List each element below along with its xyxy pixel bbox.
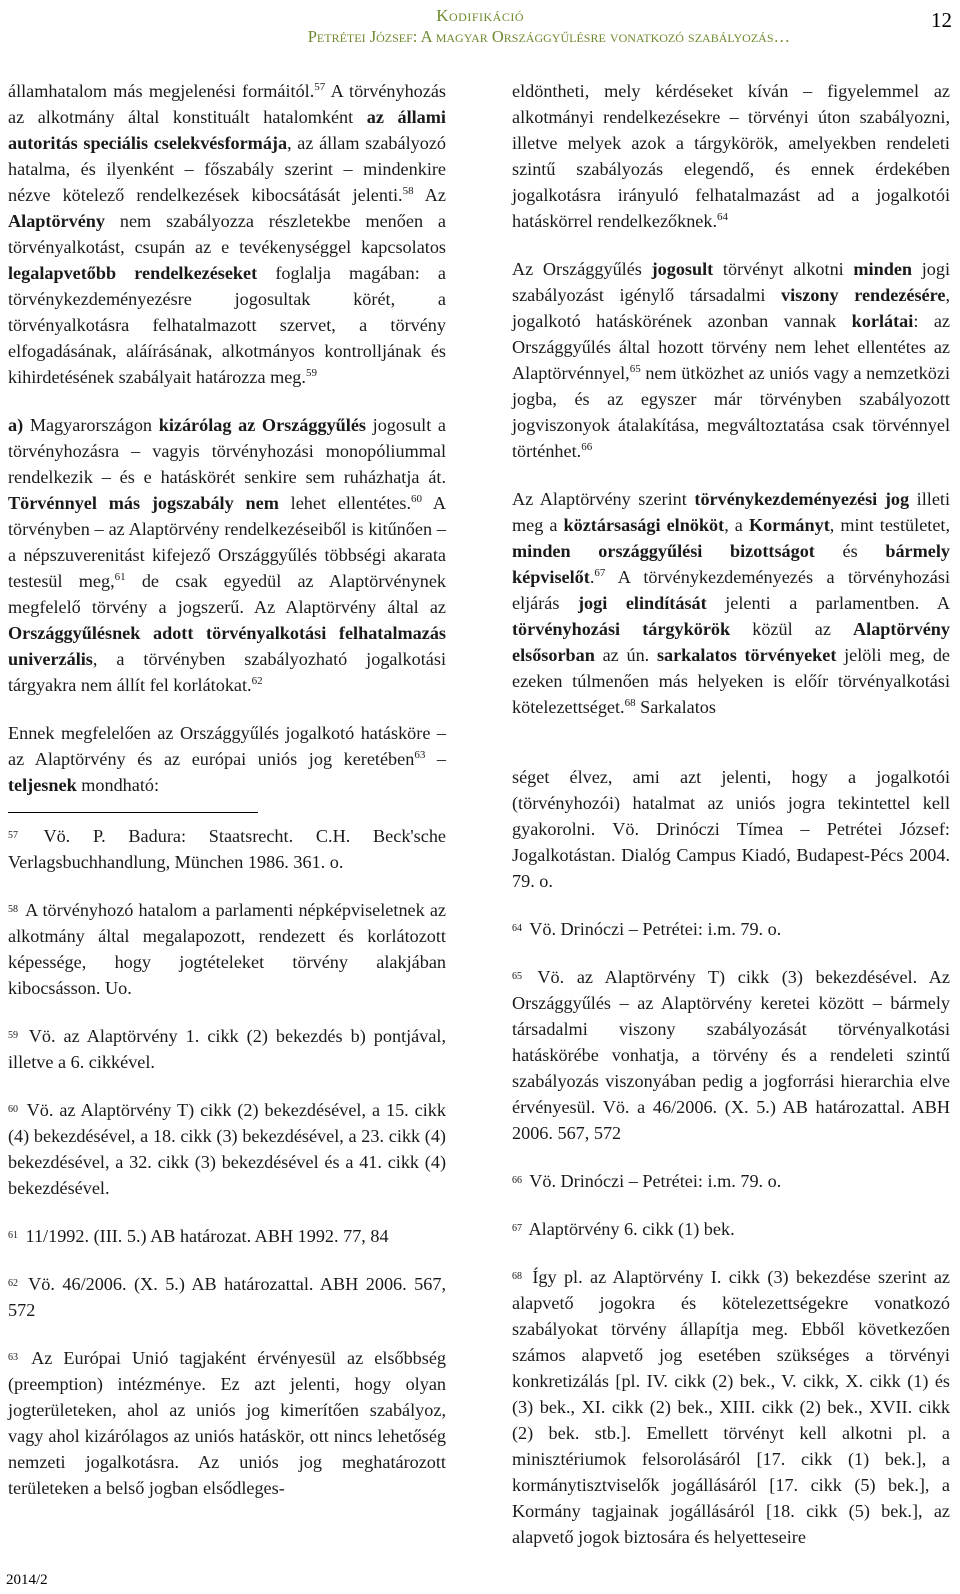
issue-number: 2014/2 bbox=[6, 1572, 48, 1588]
footnote-ref-57[interactable]: 57 bbox=[314, 81, 326, 93]
footnote-ref-59[interactable]: 59 bbox=[305, 367, 317, 379]
left-column bbox=[8, 78, 446, 1523]
footnote-59: $^{59}$ Vö. az Alaptörvény 1. cikk (2) bekezdés b) pontjával, illetve a 6. cikkével. bbox=[8, 1026, 447, 1072]
footnote-ref-63[interactable]: 63 bbox=[414, 749, 426, 761]
page-header bbox=[0, 0, 960, 60]
paragraph-initiative: Az Alaptörvény szerint törvénykezdeményezési jog illeti meg a köztársasági elnököt, a Kormányt, mint testületet, minden országgyűlési bizottságot és bármely képviselőt.$^{67}$ A törvénykezdeményezés a törvényhozási eljárás jogi elindítását jelenti a parlamentben. A törvényhozási tárgykörök közül az Alaptörvény elsősorban az ún. sarkalatos törvényeket jelöli meg, de ezeken túlmenően más helyeken is előír törvényalkotási kötelezettséget.$^{68}$ Sarkalatos bbox=[512, 489, 950, 717]
footnote-ref-58[interactable]: 58 bbox=[402, 185, 414, 197]
footnote-61: $^{61}$ 11/1992. (III. 5.) AB határozat. ABH 1992. 77, 84 bbox=[8, 1226, 389, 1246]
paragraph-regulation-choice: eldöntheti, mely kérdéseket kíván – figyelemmel az alkotmányi rendelkezésekre – törvényi úton szabályozni, illetve melyek azok a tárgykörök, amelyekben rendeleti szintű szabályozás elegendő, és ennek érdekében jogalkotásra irányuló felhatalmazást ad a jogalkotói hatáskörrel rendelkezőknek.$^{64}$ bbox=[512, 81, 950, 231]
footnote-62: $^{62}$ Vö. 46/2006. (X. 5.) AB határozattal. ABH 2006. 567, 572 bbox=[8, 1274, 446, 1320]
footnotes-right bbox=[512, 764, 950, 1550]
footnote-ref-60[interactable]: 60 bbox=[411, 493, 423, 505]
footnote-ref-65[interactable]: 65 bbox=[629, 363, 641, 375]
footnote-ref-67[interactable]: 67 bbox=[594, 567, 606, 579]
right-column bbox=[512, 78, 950, 1572]
footnote-ref-66[interactable]: 66 bbox=[581, 441, 593, 453]
footnote-63-continued: séget élvez, ami azt jelenti, hogy a jogalkotói (törvényhozói) hatalmat az uniós jogra tekintettel kell gyakorolni. Vö. Drinóczi Tímea – Petrétei József: Jogalkotástan. Dialóg Campus Kiadó, Budapest-Pécs 2004. 79. o. bbox=[512, 767, 950, 891]
footnote-64: $^{64}$ Vö. Drinóczi – Petrétei: i.m. 79. o. bbox=[512, 919, 782, 939]
paragraph-limits: Az Országgyűlés jogosult törvényt alkotni minden jogi szabályozást igénylő társadalmi viszony rendezésére, jogalkotó hatáskörének azonban vannak korlátai: az Országgyűlés által hozott törvény nem lehet ellentétes az Alaptörvénnyel,$^{65}$ nem ütközhet az uniós vagy a nemzetközi jogba, és az egyszer már törvényben szabályozott jogviszonyok átalakítása, megváltoztatása csak törvénnyel történhet.$^{66}$ bbox=[512, 259, 951, 461]
footnote-57: $^{57}$ Vö. P. Badura: Staatsrecht. C.H. Beck'sche Verlagsbuchhandlung, München 1986. 361. o. bbox=[8, 826, 447, 872]
paragraph-competence: Ennek megfelelően az Országgyűlés jogalkotó hatásköre – az Alaptörvény és az európai uniós jog keretében$^{63}$ – teljesnek mondható: bbox=[8, 723, 447, 795]
page-number: 12 bbox=[931, 8, 952, 32]
footnote-68: $^{68}$ Így pl. az Alaptörvény I. cikk (3) bekezdése szerint az alapvető jogokra és kötelezettségekre vonatkozó szabályokat törvény állapítja meg. Ebből következően számos alapvető jog esetében szükséges a törvényi konkretizálás [pl. IV. cikk (2) bek., V. cikk, X. cikk (1) és (3) bek., XI. cikk (2) bek., XIII. cikk (2) bek., XVII. cikk (2) bek. stb.]. Emellett törvényt kell alkotni pl. a minisztériumok felsorolásáról [17. cikk (1) bek.], a kormánytisztviselők jogállásáról [17. cikk (5) bek.], a Kormány tagjainak jogállásáról [18. cikk (5) bek.], az alapvető jogok biztosára és helyetteseire bbox=[512, 1267, 950, 1547]
footnote-65: $^{65}$ Vö. az Alaptörvény T) cikk (3) bekezdésével. Az Országgyűlés – az Alaptörvény keretei között – bármely társadalmi viszony szabályozását törvényalkotási hatáskörébe vonhatja, a törvény és a rendeleti szintű szabályozás viszonyában pedig a jogforrási hierarchia elve érvényesül. Vö. a 46/2006. (X. 5.) AB határozattal. ABH 2006. 567, 572 bbox=[512, 967, 951, 1143]
footnote-66: $^{66}$ Vö. Drinóczi – Petrétei: i.m. 79. o. bbox=[512, 1171, 782, 1191]
journal-name: Kodifikáció bbox=[436, 6, 524, 25]
footnote-ref-62[interactable]: 62 bbox=[251, 675, 263, 687]
footnote-ref-64[interactable]: 64 bbox=[717, 211, 729, 223]
footnote-ref-68[interactable]: 68 bbox=[624, 697, 636, 709]
footnotes-left bbox=[8, 823, 446, 1501]
paragraph-legislation: államhatalom más megjelenési formáitól.$^{57}$ A törvényhozás az alkotmány által konstituált hatalomként az állami autoritás speciális cselekvésformája, az állam szabályozó hatalma, és ilyenként – főszabály szerint – mindenkire nézve kötelező rendelkezések kibocsátását jelenti.$^{58}$ Az Alaptörvény nem szabályozza részletekbe menően a törvényalkotást, csupán az e tevékenységgel kapcsolatos legalapvetőbb rendelkezéseket foglalja magában: a törvénykezdeményezésre jogosultak körét, a törvényalkotásra felhatalmazott szervet, a törvény elfogadásának, aláírásának, alkotmányos kontrolljának és kihirdetésének szabályait határozza meg.$^{59}$ bbox=[8, 81, 447, 387]
paragraph-a: a) Magyarországon kizárólag az Országgyűlés jogosult a törvényhozásra – vagyis törvényhozási monopóliummal rendelkezik – és e hatáskörét senkire sem ruházhatja át. Törvénnyel más jogszabály nem lehet ellentétes.$^{60}$ A törvényben – az Alaptörvény rendelkezéseiből is kitűnően – a népszuverenitást kifejező Országgyűlés többségi akarata testesül meg,$^{61}$ de csak egyedül az Alaptörvénynek megfelelő törvény a jogszerű. Az Alaptörvény által az Országgyűlésnek adott törvényalkotási felhatalmazás univerzális, a törvényben szabályozható jogalkotási tárgyakra nem állít fel korlátokat.$^{62}$ bbox=[8, 415, 447, 695]
footnote-60: $^{60}$ Vö. az Alaptörvény T) cikk (2) bekezdésével, a 15. cikk (4) bekezdésével, a 18. cikk (3) bekezdésével, a 23. cikk (4) bekezdésével, a 32. cikk (3) bekezdésével és a 41. cikk (4) bekezdésével. bbox=[8, 1100, 446, 1198]
footnote-67: $^{67}$ Alaptörvény 6. cikk (1) bek. bbox=[512, 1219, 735, 1239]
footnote-ref-61[interactable]: 61 bbox=[114, 571, 126, 583]
footnote-63: $^{63}$ Az Európai Unió tagjaként érvényesül az elsőbbség (preemption) intézménye. Ez azt jelenti, hogy olyan jogterületeken, ahol az uniós jog kimerítően szabályoz, vagy ahol kizárólagos az uniós hatáskör, ott nincs lehetőség nemzeti jogalkotásra. Az uniós jog meghatározott területeken a belső jogban elsődleges- bbox=[8, 1348, 446, 1498]
footnote-divider bbox=[8, 812, 258, 813]
footnote-58: $^{58}$ A törvényhozó hatalom a parlamenti népképviseletnek az alkotmány által megalapozott, rendezett és korlátozott képessége, hogy jogtételeket törvény alakjában kibocsásson. Uo. bbox=[8, 900, 447, 998]
running-title: Petrétei József: A magyar Országgyűlésre vonatkozó szabályozás… bbox=[307, 27, 790, 46]
